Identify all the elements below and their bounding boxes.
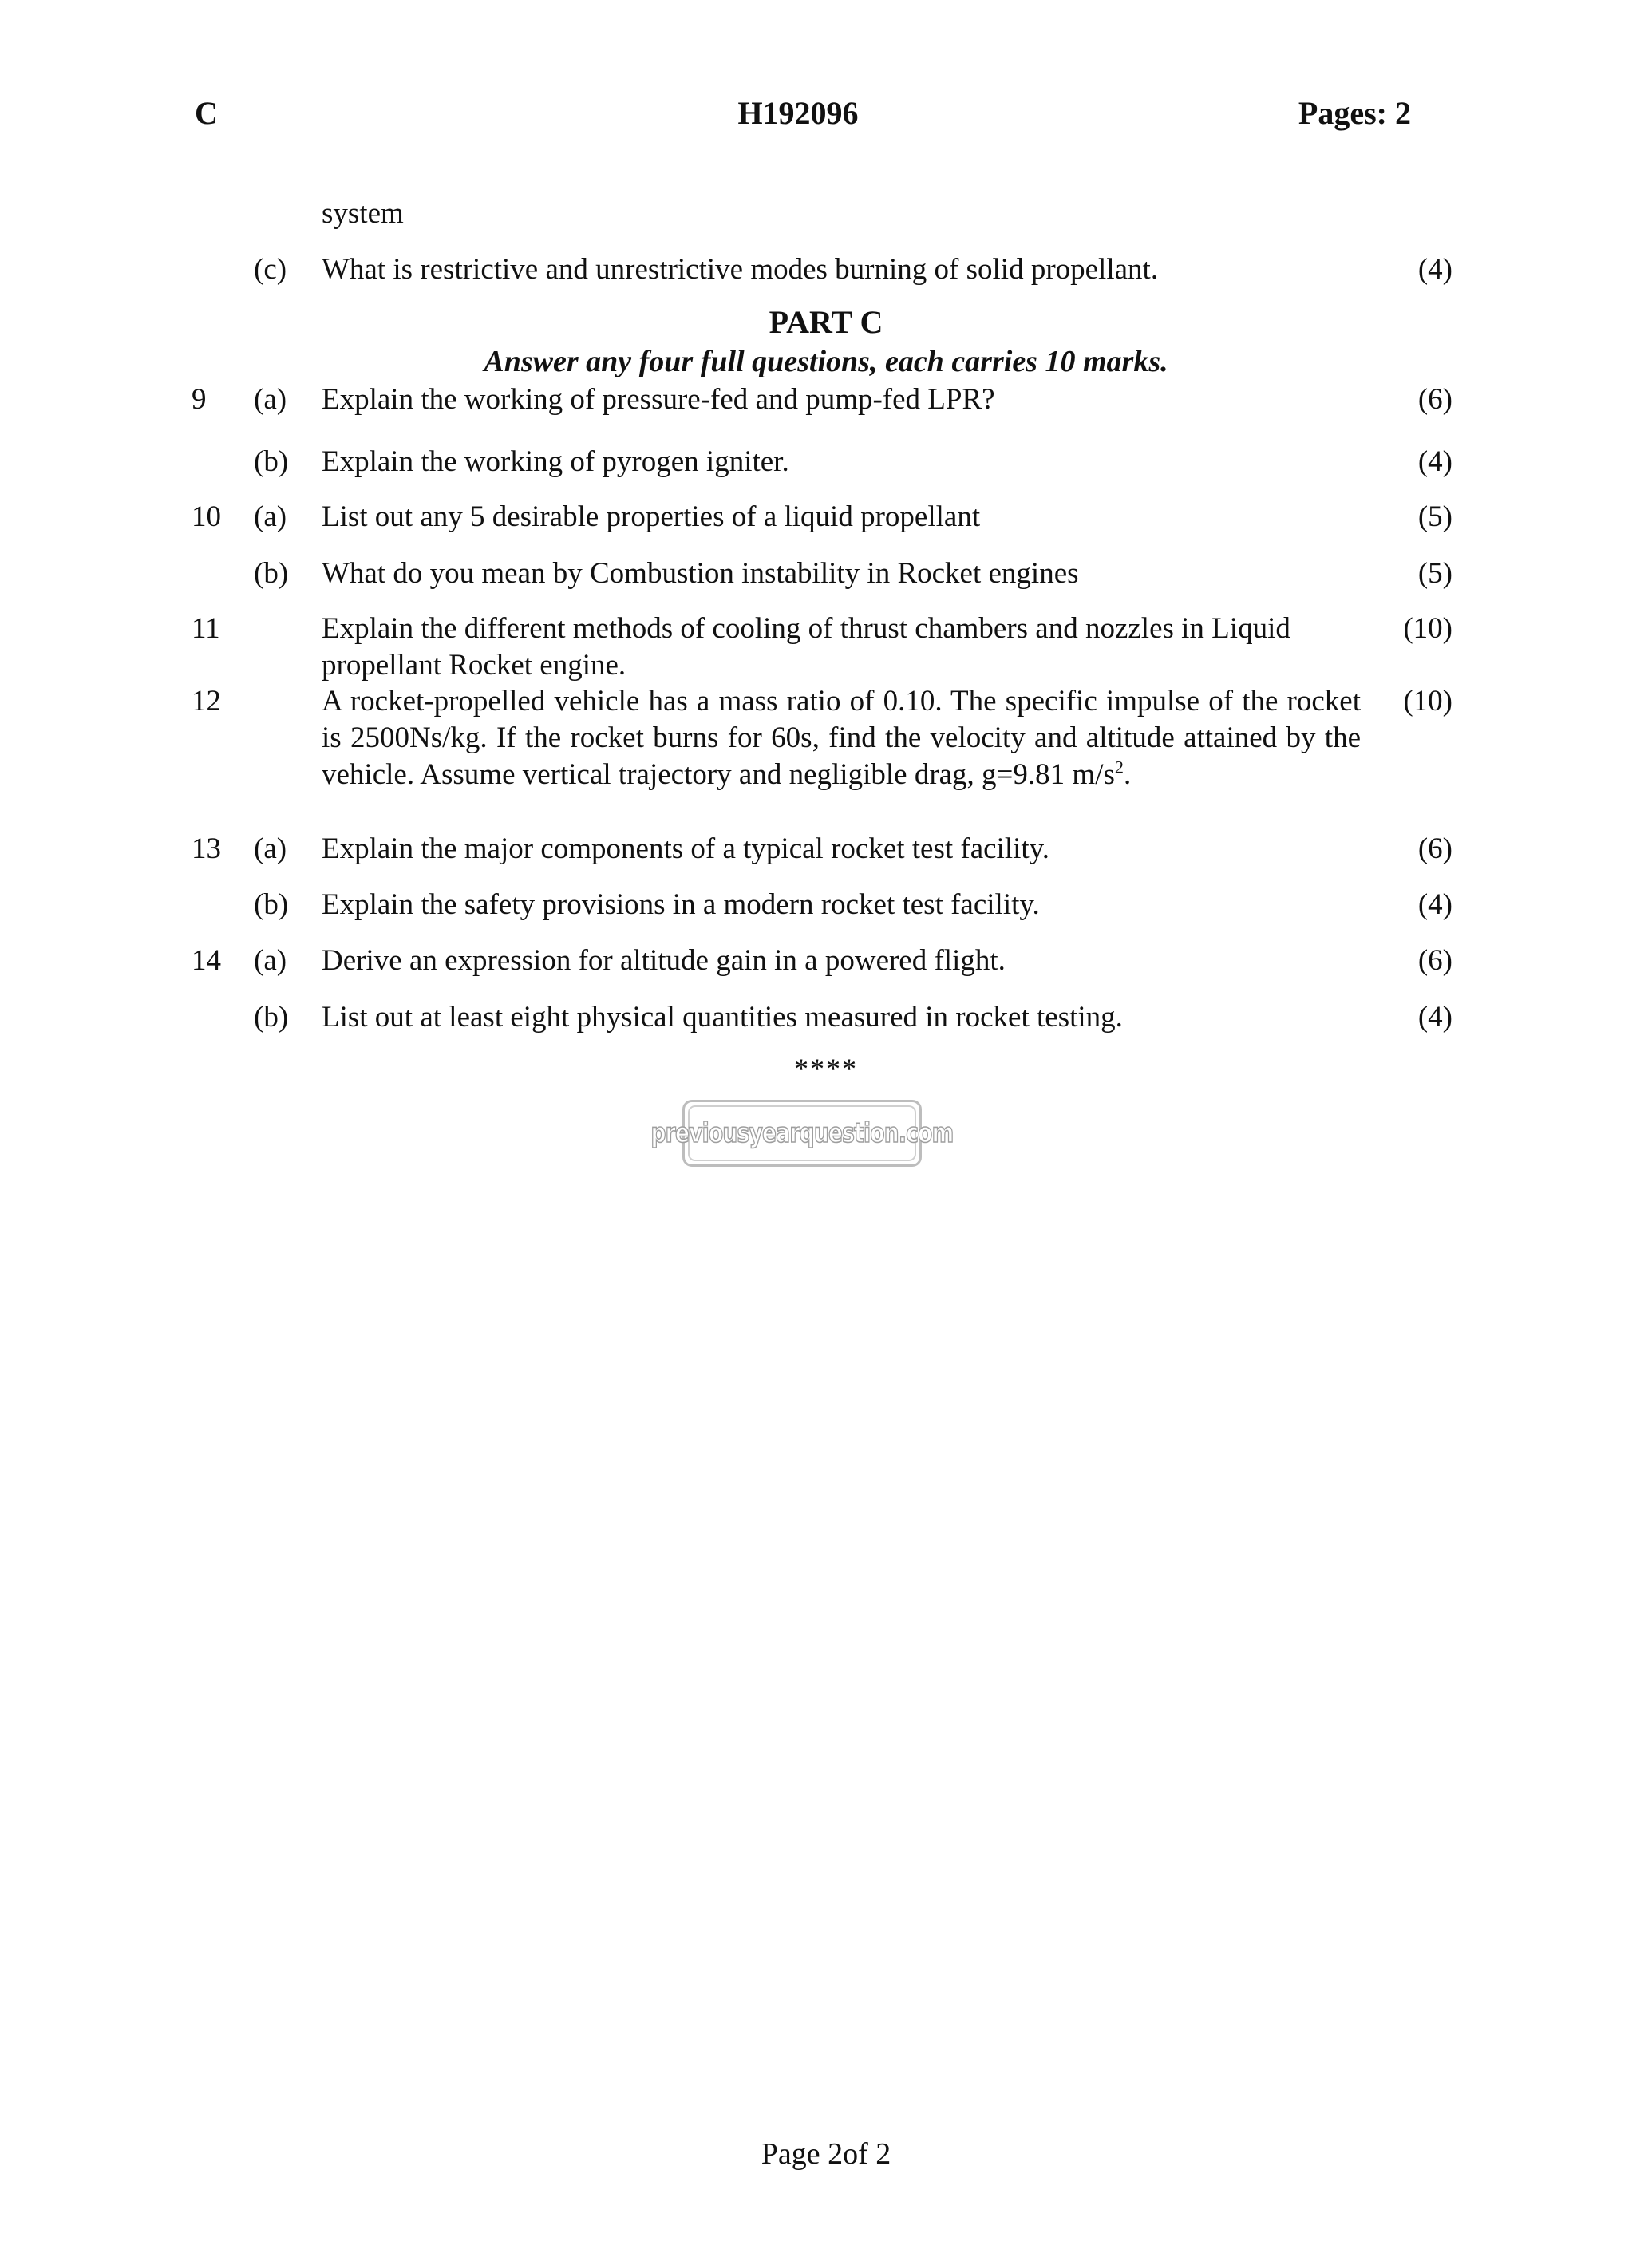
part-title: PART C	[769, 304, 883, 340]
sub-label: (a)	[254, 944, 287, 977]
question-number: 9	[192, 383, 207, 416]
paper-series-label: C	[195, 95, 218, 131]
sub-label: (b)	[254, 445, 289, 478]
question-text: What do you mean by Combustion instability in Rocket engines	[322, 557, 1079, 590]
question-text: Explain the working of pressure-fed and pump-fed LPR?	[322, 383, 995, 416]
sub-label: (a)	[254, 500, 287, 533]
marks: (4)	[1417, 888, 1452, 921]
marks: (6)	[1417, 383, 1452, 416]
question-text: Explain the working of pyrogen igniter.	[322, 445, 789, 478]
question-number: 12	[192, 685, 221, 717]
question-tail: .	[1123, 758, 1132, 791]
question-text: Explain the major components of a typical rocket test facility.	[322, 832, 1050, 865]
question-text: Explain the safety provisions in a modern rocket test facility.	[322, 888, 1040, 921]
question-number: 14	[192, 944, 221, 977]
sub-label: (b)	[254, 557, 289, 590]
sub-label: (a)	[254, 832, 287, 865]
page-footer: Page 2of 2	[761, 2137, 891, 2171]
marks: (4)	[1417, 445, 1452, 478]
watermark-logo	[650, 1100, 954, 1167]
marks: (5)	[1417, 557, 1452, 590]
marks: (6)	[1417, 944, 1452, 977]
sub-label: (b)	[254, 1001, 289, 1034]
question-text: List out at least eight physical quantities measured in rocket testing.	[322, 1001, 1123, 1034]
marks: (4)	[1417, 1001, 1452, 1034]
question-text: Derive an expression for altitude gain in a powered flight.	[322, 944, 1006, 977]
question-number: 13	[192, 832, 221, 865]
question-text: Explain the different methods of cooling of thrust chambers and nozzles in Liquid propellant Rocket engine.	[322, 612, 1290, 682]
question-text: What is restrictive and unrestrictive modes burning of solid propellant.	[322, 253, 1159, 286]
sub-label: (b)	[254, 888, 289, 921]
question-text: List out any 5 desirable properties of a liquid propellant	[322, 500, 981, 533]
question-text	[322, 683, 1361, 793]
end-marker: ****	[794, 1053, 858, 1085]
page-count: Pages: 2	[1298, 95, 1411, 131]
marks: (10)	[1403, 685, 1452, 717]
marks: (6)	[1417, 832, 1452, 865]
marks: (4)	[1417, 253, 1452, 286]
sub-label: (c)	[254, 253, 287, 286]
watermark-text: previousyearquestion.com	[650, 1117, 954, 1149]
marks: (5)	[1417, 500, 1452, 533]
question-number: 10	[192, 500, 221, 533]
paper-code: H192096	[737, 95, 859, 131]
marks: (10)	[1403, 612, 1452, 645]
question-number: 11	[192, 612, 220, 645]
unit-exponent: 2	[1114, 757, 1124, 777]
question-body: A rocket-propelled vehicle has a mass ratio of 0.10. The specific impulse of the rocket is 2500Ns/kg. If the rocket burns for 60s, find the velocity and altitude attained by the vehicle. Assume vertical trajectory and negligible drag, g=9.81 m/s	[322, 685, 1361, 791]
continuation-text: system	[322, 197, 404, 230]
part-instruction: Answer any four full questions, each carries 10 marks.	[484, 345, 1168, 378]
sub-label: (a)	[254, 383, 287, 416]
